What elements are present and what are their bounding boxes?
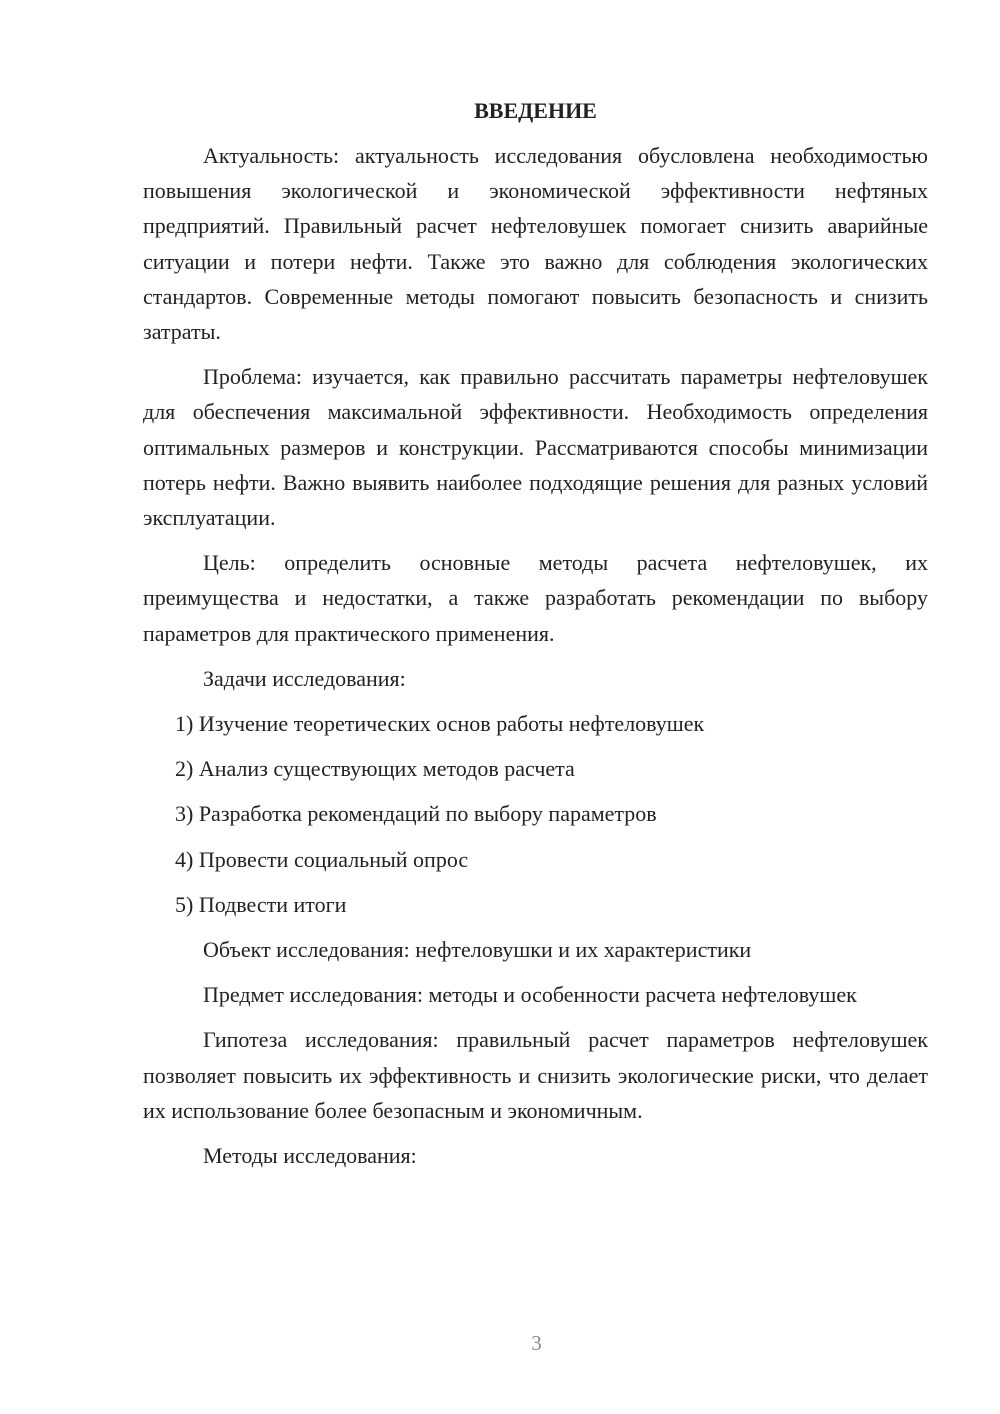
- methods-heading: Методы исследования:: [203, 1143, 417, 1169]
- paragraph-relevance: Актуальность: актуальность исследования обусловлена необходимостью повышения экологической и экономической эффективности нефтяных предприятий. Правильный расчет нефтеловушек помогает снизить аварийные ситуации и потери нефти. Также это важно для соблюдения экологических стандартов. Современные методы помогают повысить безопасность и снизить затраты.: [143, 143, 928, 345]
- tasks-list: [143, 706, 928, 922]
- list-item: 2) Анализ существующих методов расчета: [175, 756, 575, 782]
- list-item: 4) Провести социальный опрос: [175, 846, 469, 872]
- paragraph-goal: Цель: определить основные методы расчета нефтеловушек, их преимущества и недостатки, а также разработать рекомендации по выбору параметров для практического применения.: [143, 550, 928, 646]
- paragraph-subject: Предмет исследования: методы и особенности расчета нефтеловушек: [203, 982, 857, 1008]
- paragraph-object: Объект исследования: нефтеловушки и их характеристики: [203, 937, 752, 963]
- page-title: ВВЕДЕНИЕ: [474, 98, 597, 123]
- list-item: 5) Подвести итоги: [175, 891, 347, 917]
- paragraph-hypothesis: Гипотеза исследования: правильный расчет параметров нефтеловушек позволяет повысить их эффективность и снизить экологические риски, что делает их использование более безопасным и экономичным.: [143, 1027, 928, 1123]
- page-number: 3: [531, 1331, 542, 1355]
- page-content: [143, 96, 928, 1183]
- list-item: 3) Разработка рекомендаций по выбору параметров: [175, 801, 657, 827]
- list-item: 1) Изучение теоретических основ работы нефтеловушек: [175, 711, 705, 737]
- tasks-heading: Задачи исследования:: [203, 665, 406, 691]
- paragraph-problem: Проблема: изучается, как правильно рассчитать параметры нефтеловушек для обеспечения максимальной эффективности. Необходимость определения оптимальных размеров и конструкции. Рассматриваются способы минимизации потерь нефти. Важно выявить наиболее подходящие решения для разных условий эксплуатации.: [143, 364, 928, 531]
